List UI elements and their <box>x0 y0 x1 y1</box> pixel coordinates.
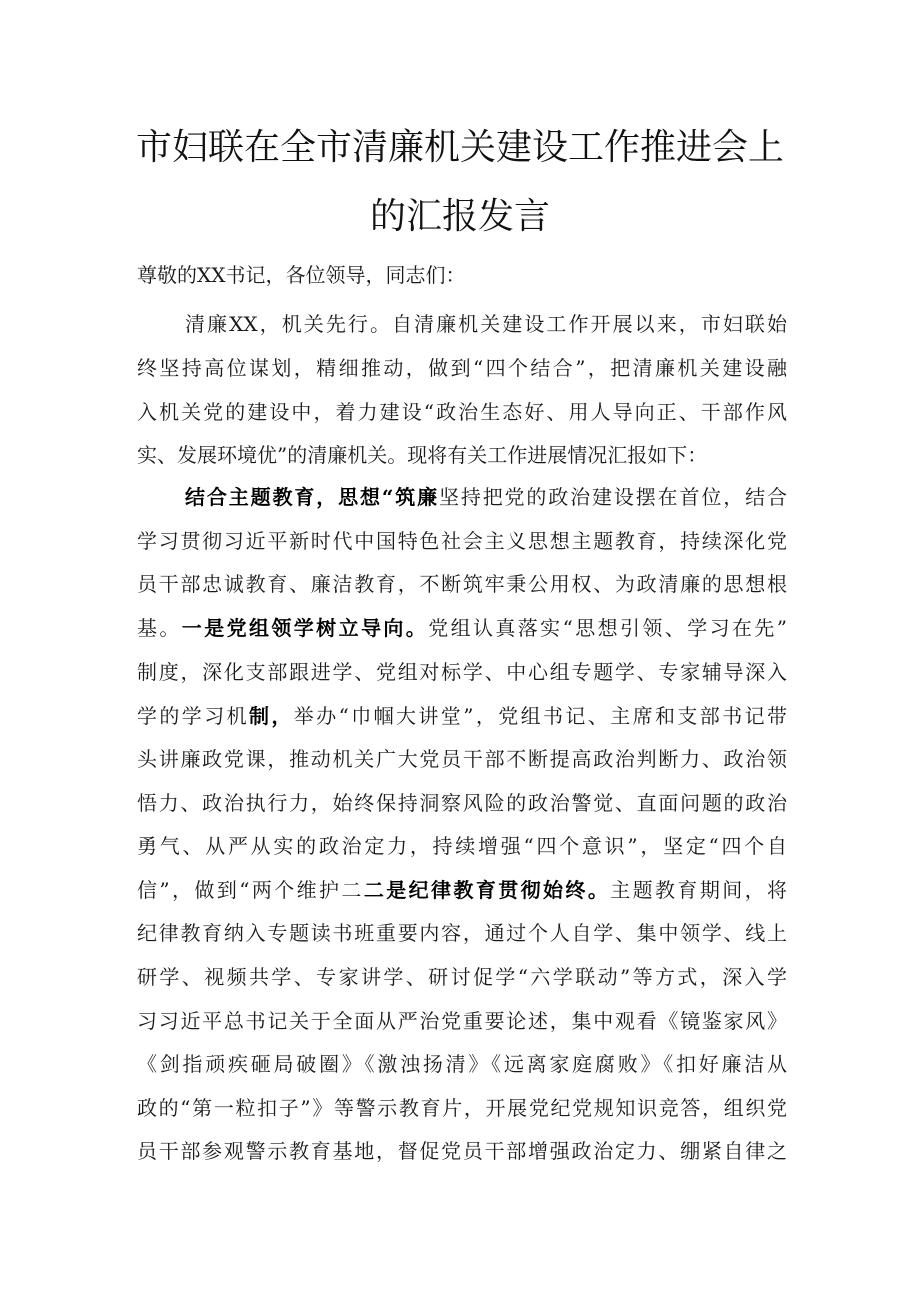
paragraph-line: 习习近平总书记关于全面从严治党重要论述，集中观看《镜鉴家风》 <box>137 1009 787 1033</box>
paragraph-line: 纪律教育纳入专题读书班重要内容，通过个人自学、集中领学、线上 <box>137 921 787 945</box>
subsection-heading: 二是纪律教育贯彻始终。 <box>363 878 611 902</box>
line-text: 学的学习机 <box>137 704 249 728</box>
salutation: 尊敬的XX书记，各位领导，同志们： <box>137 263 466 287</box>
paragraph-line: 员干部参观警示教育基地，督促党员干部增强政治定力、绷紧自律之 <box>137 1139 787 1163</box>
paragraph-line: 制度，深化支部跟进学、党组对标学、中心组专题学、专家辅导深入 <box>137 660 787 684</box>
section-heading: 结合主题教育，思想“筑廉 <box>185 485 439 509</box>
paragraph-line: 入机关党的建设中，着力建设“政治生态好、用人导向正、干部作风 <box>137 400 787 424</box>
paragraph-line <box>137 703 787 729</box>
document-title-line-2: 的汇报发言 <box>369 196 550 237</box>
paragraph-line <box>137 877 787 903</box>
line-text: 主题教育期间，将 <box>610 878 788 902</box>
subsection-heading: 一是党组领学树立导向。 <box>181 616 429 640</box>
paragraph-line: 实、发展环境优”的清廉机关。现将有关工作进展情况汇报如下： <box>137 443 708 467</box>
line-text: 信”，做到“两个维护二 <box>137 878 364 902</box>
paragraph-line: 悟力、政治执行力，始终保持洞察风险的政治警觉、直面问题的政治 <box>137 791 787 815</box>
bold-text: 制， <box>249 704 294 728</box>
paragraph-line: 研学、视频共学、专家讲学、研讨促学“六学联动”等方式，深入学 <box>137 965 787 989</box>
line-text: 举办“巾帼大讲堂”，党组书记、主席和支部书记带 <box>293 704 788 728</box>
paragraph-line: 终坚持高位谋划，精细推动，做到“四个结合”，把清廉机关建设融 <box>137 356 787 380</box>
document-title-line-1: 市妇联在全市清廉机关建设工作推进会上 <box>135 127 784 168</box>
paragraph-line: 员干部忠诚教育、廉洁教育，不断筑牢秉公用权、为政清廉的思想根 <box>137 572 787 596</box>
paragraph-line <box>185 484 787 510</box>
paragraph-line <box>137 615 787 641</box>
line-text: 基。 <box>137 616 182 640</box>
paragraph-line: 头讲廉政党课，推动机关广大党员干部不断提高政治判断力、政治领 <box>137 747 787 771</box>
paragraph-line: 勇气、从严从实的政治定力，持续增强“四个意识”，坚定“四个自 <box>137 834 787 858</box>
paragraph-line: 清廉XX，机关先行。自清廉机关建设工作开展以来，市妇联始 <box>185 312 787 336</box>
paragraph-line: 《剑指顽疾砸局破圈》《激浊扬清》《远离家庭腐败》《扣好廉洁从 <box>137 1052 787 1076</box>
paragraph-line: 政的“第一粒扣子”》等警示教育片，开展党纪党规知识竞答，组织党 <box>137 1096 787 1120</box>
line-text: 党组认真落实“思想引领、学习在先” <box>428 616 788 640</box>
line-text: 坚持把党的政治建设摆在首位，结合 <box>438 485 787 509</box>
paragraph-line: 学习贯彻习近平新时代中国特色社会主义思想主题教育，持续深化党 <box>137 529 787 553</box>
